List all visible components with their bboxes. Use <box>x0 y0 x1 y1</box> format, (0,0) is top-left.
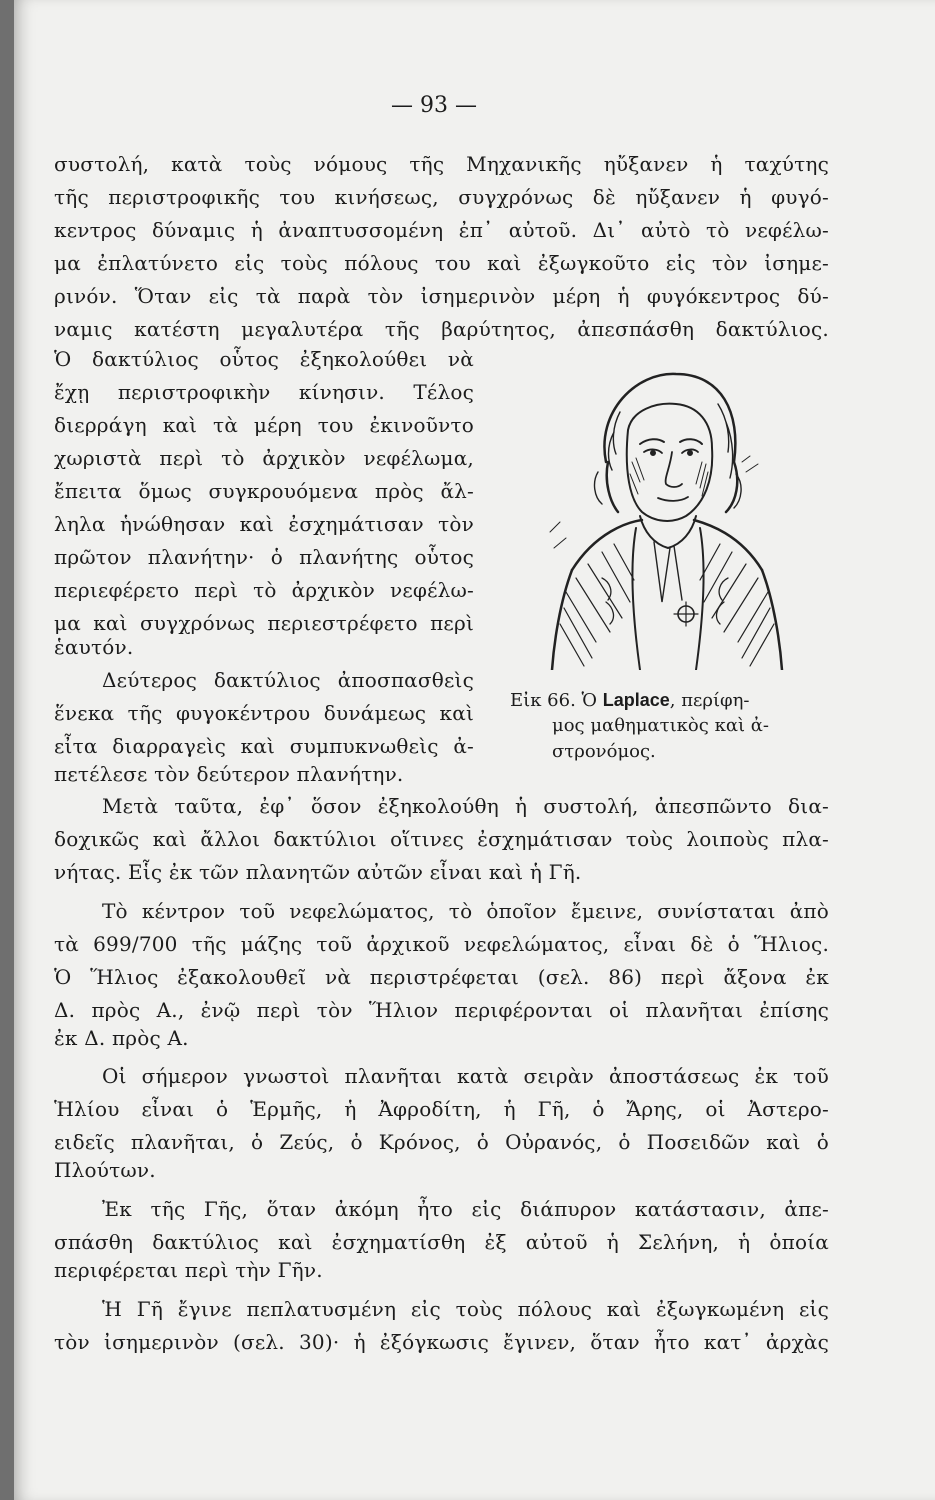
text-line: ναμις κατέστη μεγαλυτέρα τῆς βαρύτητος, ἀπεσπάσθη δακτύλιος. <box>54 317 829 341</box>
caption-name: Laplace <box>602 690 670 710</box>
text-line: τῆς περιστροφικῆς του κινήσεως, συγχρόνως δὲ ηὔξανεν ἡ φυγό- <box>54 185 829 209</box>
text-line: σπάσθη δακτύλιος καὶ ἐσχηματίσθη ἐξ αὐτοῦ ἡ Σελήνη, ἡ ὁποία <box>54 1230 829 1254</box>
laplace-portrait <box>536 352 792 670</box>
text-line: ἔπειτα ὅμως συγκρουόμενα πρὸς ἄλ- <box>54 479 474 503</box>
text-line: Ἐκ τῆς Γῆς, ὅταν ἀκόμη ἦτο εἰς διάπυρον κατάστασιν, ἀπε- <box>102 1197 829 1221</box>
text-line: μα καὶ συγχρόνως περιεστρέφετο περὶ <box>54 611 474 635</box>
text-line: Ἡλίου εἶναι ὁ Ἑρμῆς, ἡ Ἀφροδίτη, ἡ Γῆ, ὁ Ἄρης, οἱ Ἀστερο- <box>54 1097 829 1121</box>
text-line: Ὁ Ἥλιος ἐξακολουθεῖ νὰ περιστρέφεται (σελ. 86) περὶ ἄξονα ἐκ <box>54 965 829 989</box>
text-line: τὰ 699/700 τῆς μάζης τοῦ ἀρχικοῦ νεφελώματος, εἶναι δὲ ὁ Ἥλιος. <box>54 932 829 956</box>
caption-prefix: Εἰκ 66. Ὁ <box>510 690 603 711</box>
text-line: ἑαυτόν. <box>54 635 134 659</box>
text-line: Δεύτερος δακτύλιος ἀποσπασθεὶς <box>102 668 474 692</box>
text-line: πρῶτον πλανήτην· ὁ πλανήτης οὗτος <box>54 545 474 569</box>
text-line: περιφέρεται περὶ τὴν Γῆν. <box>54 1258 323 1282</box>
figure-caption-line: στρονόμος. <box>552 741 656 762</box>
text-line: ἔχῃ περιστροφικὴν κίνησιν. Τέλος <box>54 380 474 404</box>
figure-caption-line: μος μαθηματικὸς καὶ ἀ- <box>552 715 769 736</box>
text-line: πετέλεσε τὸν δεύτερον πλανήτην. <box>54 762 404 786</box>
text-line: εἶτα διαρραγεὶς καὶ συμπυκνωθεὶς ἀ- <box>54 734 474 758</box>
text-line: διερράγη καὶ τὰ μέρη του ἐκινοῦντο <box>54 413 474 437</box>
text-line: Οἱ σήμερον γνωστοὶ πλανῆται κατὰ σειρὰν ἀποστάσεως ἐκ τοῦ <box>102 1064 829 1088</box>
text-line: συστολή, κατὰ τοὺς νόμους τῆς Μηχανικῆς ηὔξανεν ἡ ταχύτης <box>54 152 829 176</box>
text-line: Δ. πρὸς Α., ἐνῷ περὶ τὸν Ἥλιον περιφέρονται οἱ πλανῆται ἐπίσης <box>54 998 829 1022</box>
text-line: χωριστὰ περὶ τὸ ἀρχικὸν νεφέλωμα, <box>54 446 474 470</box>
text-line: ρινόν. Ὅταν εἰς τὰ παρὰ τὸν ἰσημερινὸν μέρη ἡ φυγόκεντρος δύ- <box>54 284 829 308</box>
text-line: δοχικῶς καὶ ἄλλοι δακτύλιοι οἵτινες ἐσχημάτισαν τοὺς λοιποὺς πλα- <box>54 827 829 851</box>
caption-line1-rest: , περίφη- <box>669 690 750 711</box>
text-line: νήτας. Εἷς ἐκ τῶν πλανητῶν αὐτῶν εἶναι καὶ ἡ Γῆ. <box>54 860 582 884</box>
text-line: Ἡ Γῆ ἔγινε πεπλατυσμένη εἰς τοὺς πόλους καὶ ἐξωγκωμένη εἰς <box>102 1297 829 1321</box>
text-line: Μετὰ ταῦτα, ἐφ᾿ ὅσον ἐξηκολούθη ἡ συστολή, ἀπεσπῶντο δια- <box>102 794 829 818</box>
figure-caption-line <box>510 688 749 713</box>
text-line: ἐκ Δ. πρὸς Α. <box>54 1026 189 1050</box>
text-line: περιεφέρετο περὶ τὸ ἀρχικὸν νεφέλω- <box>54 578 474 602</box>
text-line: Πλούτων. <box>54 1158 156 1182</box>
text-line: Ὁ δακτύλιος οὗτος ἐξηκολούθει νὰ <box>54 347 474 371</box>
text-line: μα ἐπλατύνετο εἰς τοὺς πόλους του καὶ ἐξωγκοῦτο εἰς τὸν ἰσημε- <box>54 251 829 275</box>
text-line: ἕνεκα τῆς φυγοκέντρου δυνάμεως καὶ <box>54 701 474 725</box>
page-number: — 93 — <box>391 93 477 118</box>
book-page <box>14 0 935 1500</box>
text-line: Τὸ κέντρον τοῦ νεφελώματος, τὸ ὁποῖον ἔμεινε, συνίσταται ἀπὸ <box>102 899 829 923</box>
text-line: ειδεῖς πλανῆται, ὁ Ζεύς, ὁ Κρόνος, ὁ Οὐρανός, ὁ Ποσειδῶν καὶ ὁ <box>54 1130 829 1154</box>
text-line: τὸν ἰσημερινὸν (σελ. 30)· ἡ ἐξόγκωσις ἔγινεν, ὅταν ἦτο κατ᾿ ἀρχὰς <box>54 1330 829 1354</box>
text-line: ληλα ἡνώθησαν καὶ ἐσχημάτισαν τὸν <box>54 512 474 536</box>
text-line: κεντρος δύναμις ἡ ἀναπτυσσομένη ἐπ᾿ αὐτοῦ. Δι᾿ αὐτὸ τὸ νεφέλω- <box>54 218 829 242</box>
